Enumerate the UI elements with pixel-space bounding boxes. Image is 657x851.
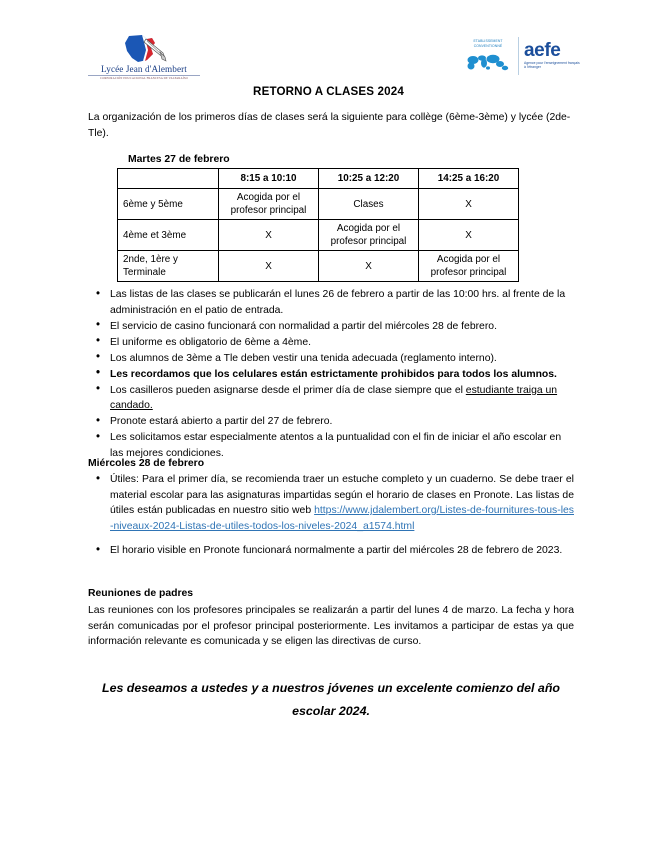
- table-cell: X: [219, 220, 319, 251]
- table-header-slot-3: 14:25 a 16:20: [419, 169, 519, 189]
- table-cell: Clases: [319, 189, 419, 220]
- bullet-list-martes: [88, 287, 574, 462]
- list-item-lockers: [88, 383, 574, 414]
- closing-message: Les deseamos a ustedes y a nuestros jóvenes un excelente comienzo del año escolar 2024.: [102, 681, 560, 718]
- table-row: [118, 220, 519, 251]
- table-header-corner: [118, 169, 219, 189]
- table-row: [118, 189, 519, 220]
- table-row-label: 2nde, 1ère y Terminale: [118, 251, 219, 282]
- document-header: [0, 30, 657, 86]
- list-item: • Las listas de las clases se publicarán el lunes 26 de febrero a partir de las 10:00 hrs. al frente de la administración en el patio de entrada.: [88, 287, 574, 318]
- list-item-phones-prohibited: • Les recordamos que los celulares están estrictamente prohibidos para todos los alumnos.: [88, 367, 574, 383]
- world-map-icon: [462, 38, 514, 76]
- table-cell: Acogida por el profesor principal: [419, 251, 519, 282]
- table-row-label: 6ème y 5ème: [118, 189, 219, 220]
- utiles-text: Útiles: Para el primer día, se recomienda traer un estuche completo y un cuaderno. Se debe traer el material escolar para las asignaturas impartidas según el horario de clases en Pronote. Las listas de útiles están publicadas en nuestro sitio web: [110, 474, 574, 516]
- bullet-list-miercoles-utiles: [88, 472, 574, 535]
- table-row-label: 4ème et 3ème: [118, 220, 219, 251]
- reuniones-paragraph: Las reuniones con los profesores principales se realizarán a partir del lunes 4 de marzo. La fecha y hora serán comunicadas por el profesor principal posteriormente. Les invitamos a participar de estas ya que información relevante es comunicada y se eligen las directivas de curso.: [88, 605, 574, 648]
- table-header-slot-1: 8:15 a 10:10: [219, 169, 319, 189]
- lockers-text-underlined: estudiante traiga un candado.: [110, 384, 558, 411]
- page-title: RETORNO A CLASES 2024: [253, 85, 404, 98]
- aefe-logo: [462, 36, 580, 78]
- aefe-wordmark: aefe: [524, 40, 561, 61]
- list-item: • El servicio de casino funcionará con normalidad a partir del miércoles 28 de febrero.: [88, 319, 574, 335]
- france-map-pen-logo-icon: [116, 34, 172, 64]
- list-item: • Les solicitamos estar especialmente atentos a la puntualidad con el fin de iniciar el año escolar en las mejores condiciones.: [88, 430, 574, 461]
- list-item: • El horario visible en Pronote funcionará normalmente a partir del miércoles 28 de febrero de 2023.: [88, 543, 574, 559]
- table-cell: Acogida por el profesor principal: [319, 220, 419, 251]
- list-item: • El uniforme es obligatorio de 6ème a 4ème.: [88, 335, 574, 351]
- reuniones-heading: Reuniones de padres: [88, 588, 194, 599]
- aefe-eco-line2: CONVENTIONNÉ: [473, 44, 503, 48]
- lycee-logo-name: Lycée Jean d'Alembert: [88, 64, 200, 76]
- table-cell: X: [319, 251, 419, 282]
- table-row: [118, 251, 519, 282]
- table-cell: X: [219, 251, 319, 282]
- aefe-logo-divider: [518, 37, 519, 75]
- bullet-list-miercoles-horario: [88, 543, 574, 559]
- table-header-slot-2: 10:25 a 12:20: [319, 169, 419, 189]
- list-item-utiles: [88, 472, 574, 534]
- list-item: • Los alumnos de 3ème a Tle deben vestir una tenida adecuada (reglamento interno).: [88, 351, 574, 367]
- lycee-jean-dalembert-logo: [88, 34, 200, 82]
- lycee-logo-subtitle: CORPORACIÓN EDUCACIONAL FRANCESA DE VALPARAÍSO: [100, 75, 188, 80]
- miercoles-day-heading: Miércoles 28 de febrero: [88, 458, 205, 469]
- list-item: • Pronote estará abierto a partir del 27 de febrero.: [88, 414, 574, 430]
- table-cell: X: [419, 189, 519, 220]
- table-cell: Acogida por el profesor principal: [219, 189, 319, 220]
- schedule-table: [117, 168, 519, 282]
- intro-paragraph: La organización de los primeros días de clases será la siguiente para collège (6ème-3ème) y lycée (2de-Tle).: [88, 112, 571, 139]
- aefe-eco-line1: ETABLISSEMENT: [473, 39, 503, 43]
- lockers-text-lead: Los casilleros pueden asignarse desde el primer día de clase siempre que el: [110, 384, 466, 396]
- supply-list-link[interactable]: https://www.jdalembert.org/Listes-de-fournitures-tous-les-niveaux-2024-Listas-de-utiles-todos-los-niveles-2024_a1574.html: [110, 505, 574, 532]
- table-cell: X: [419, 220, 519, 251]
- aefe-logo-subtitle: Agence pour l'enseignement français à l'étranger: [524, 61, 580, 70]
- schedule-day-heading: Martes 27 de febrero: [128, 154, 230, 165]
- table-header-row: [118, 169, 519, 189]
